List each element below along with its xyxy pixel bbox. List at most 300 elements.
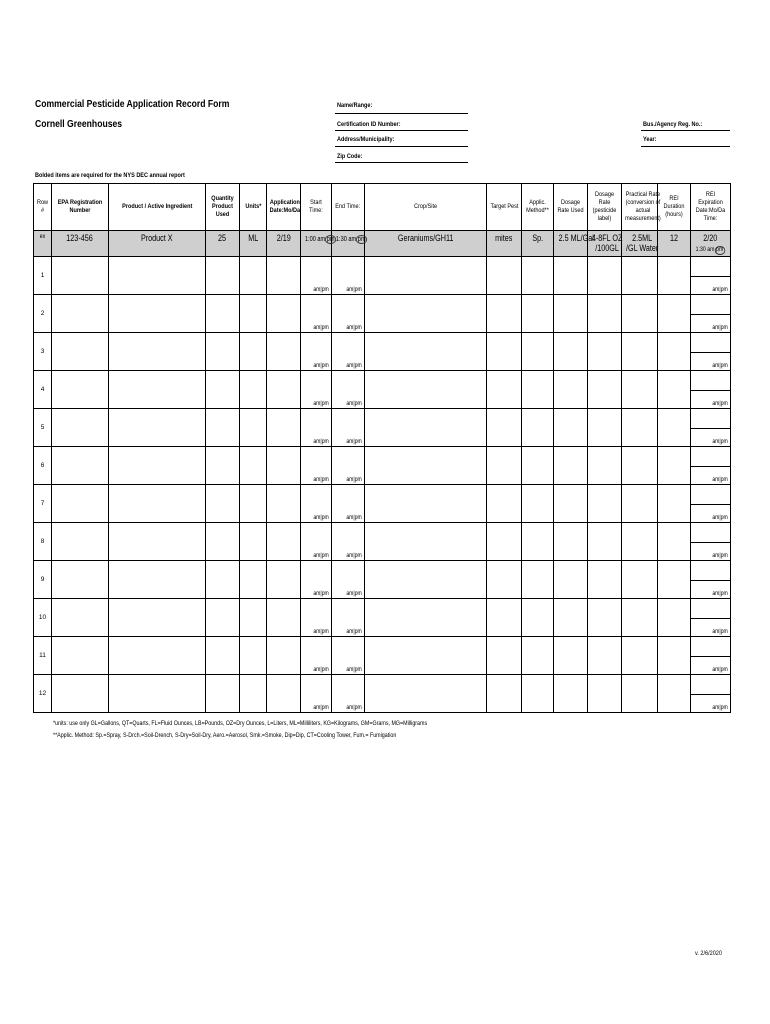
table-cell[interactable]: [588, 295, 622, 333]
table-cell[interactable]: [332, 409, 365, 447]
table-cell[interactable]: [487, 447, 522, 485]
table-cell[interactable]: [588, 371, 622, 409]
table-cell[interactable]: [622, 561, 658, 599]
table-cell[interactable]: [522, 447, 554, 485]
table-cell[interactable]: [588, 637, 622, 675]
table-cell[interactable]: [267, 485, 301, 523]
col-quantity: Quantity Product Used: [206, 184, 240, 231]
table-cell[interactable]: [365, 675, 487, 713]
table-cell[interactable]: [109, 599, 206, 637]
table-cell[interactable]: [240, 447, 267, 485]
am-pm-label: am|pm: [313, 324, 329, 331]
table-cell[interactable]: [267, 257, 301, 295]
table-row: [34, 409, 731, 447]
table-cell[interactable]: [240, 333, 267, 371]
table-cell[interactable]: [691, 637, 731, 675]
table-cell[interactable]: [691, 599, 731, 637]
table-cell[interactable]: [109, 409, 206, 447]
table-cell[interactable]: [691, 675, 731, 713]
table-cell[interactable]: [109, 561, 206, 599]
table-cell[interactable]: [240, 561, 267, 599]
table-cell[interactable]: [109, 257, 206, 295]
table-cell[interactable]: [658, 561, 691, 599]
circled-pm-marker: pm: [716, 246, 724, 254]
table-cell[interactable]: [301, 675, 332, 713]
table-cell[interactable]: [658, 485, 691, 523]
table-cell[interactable]: [554, 485, 588, 523]
example-product: Product X: [109, 231, 206, 257]
table-cell[interactable]: [332, 599, 365, 637]
address-label: Address/Municipality:: [337, 136, 395, 143]
table-cell[interactable]: [52, 409, 109, 447]
table-cell[interactable]: [365, 371, 487, 409]
table-cell[interactable]: [691, 561, 731, 599]
table-cell[interactable]: [301, 637, 332, 675]
am-pm-label: am|pm: [712, 704, 728, 711]
table-cell[interactable]: [588, 675, 622, 713]
table-cell[interactable]: [622, 675, 658, 713]
year-label: Year:: [643, 136, 657, 143]
table-cell[interactable]: [487, 409, 522, 447]
table-cell[interactable]: [588, 523, 622, 561]
example-rei-expiration: 2/20 1:30 am pm: [691, 231, 731, 257]
row-number: 9: [34, 561, 52, 599]
table-cell[interactable]: [658, 371, 691, 409]
zip-code-field[interactable]: [335, 162, 468, 163]
example-row: [34, 231, 731, 257]
table-cell[interactable]: [206, 561, 240, 599]
example-crop: Geraniums/GH11: [365, 231, 487, 257]
row-number: 12: [34, 675, 52, 713]
table-cell[interactable]: [622, 447, 658, 485]
table-cell[interactable]: [267, 333, 301, 371]
year-field[interactable]: [641, 146, 730, 147]
am-pm-label: am|pm: [313, 438, 329, 445]
am-pm-label: am|pm: [712, 286, 728, 293]
table-cell[interactable]: [301, 409, 332, 447]
table-cell[interactable]: [240, 675, 267, 713]
table-cell[interactable]: [240, 523, 267, 561]
am-pm-label: am|pm: [346, 324, 362, 331]
table-cell[interactable]: [206, 599, 240, 637]
form-subtitle: Cornell Greenhouses: [35, 118, 123, 130]
am-pm-label: am|pm: [313, 590, 329, 597]
table-cell[interactable]: [52, 295, 109, 333]
table-cell[interactable]: [301, 561, 332, 599]
table-row: [34, 561, 731, 599]
table-cell[interactable]: [522, 561, 554, 599]
table-cell[interactable]: [332, 333, 365, 371]
cell-divider: [691, 504, 730, 505]
row-number: 4: [34, 371, 52, 409]
circled-pm-marker: pm: [326, 236, 335, 243]
table-cell[interactable]: [52, 371, 109, 409]
table-cell[interactable]: [554, 295, 588, 333]
table-cell[interactable]: [365, 637, 487, 675]
table-cell[interactable]: [622, 371, 658, 409]
cell-divider: [691, 694, 730, 695]
table-cell[interactable]: [52, 599, 109, 637]
am-pm-label: am|pm: [712, 476, 728, 483]
table-cell[interactable]: [301, 485, 332, 523]
table-cell[interactable]: [332, 295, 365, 333]
table-cell[interactable]: [365, 257, 487, 295]
col-epa-registration: EPA Registration Number: [52, 184, 109, 231]
table-cell[interactable]: [522, 637, 554, 675]
example-end-time: 1:30 am pm: [332, 231, 365, 257]
col-target-pest: Target Pest: [487, 184, 522, 231]
am-pm-label: am|pm: [313, 704, 329, 711]
table-cell[interactable]: [691, 371, 731, 409]
row-number: 11: [34, 637, 52, 675]
application-record-table: [33, 183, 731, 713]
table-cell[interactable]: [332, 675, 365, 713]
table-cell[interactable]: [301, 257, 332, 295]
table-cell[interactable]: [240, 257, 267, 295]
table-cell[interactable]: [658, 409, 691, 447]
table-cell[interactable]: [267, 675, 301, 713]
col-application-date: Application Date:Mo/Da: [267, 184, 301, 231]
table-cell[interactable]: [588, 447, 622, 485]
table-cell[interactable]: [240, 599, 267, 637]
table-cell[interactable]: [267, 295, 301, 333]
am-pm-label: am|pm: [346, 552, 362, 559]
table-cell[interactable]: [240, 637, 267, 675]
table-cell[interactable]: [487, 561, 522, 599]
table-cell[interactable]: [267, 561, 301, 599]
table-cell[interactable]: [52, 333, 109, 371]
table-cell[interactable]: [588, 561, 622, 599]
am-pm-label: am|pm: [346, 476, 362, 483]
table-cell[interactable]: [52, 523, 109, 561]
table-cell[interactable]: [52, 257, 109, 295]
table-cell[interactable]: [301, 599, 332, 637]
table-cell[interactable]: [487, 485, 522, 523]
table-cell[interactable]: [691, 257, 731, 295]
table-cell[interactable]: [658, 637, 691, 675]
am-pm-label: am|pm: [346, 704, 362, 711]
header-row: [34, 184, 731, 231]
table-row: [34, 333, 731, 371]
am-pm-label: am|pm: [712, 400, 728, 407]
table-cell[interactable]: [487, 675, 522, 713]
table-cell[interactable]: [109, 447, 206, 485]
table-cell[interactable]: [691, 295, 731, 333]
table-cell[interactable]: [554, 599, 588, 637]
table-cell[interactable]: [522, 333, 554, 371]
am-pm-label: am|pm: [346, 286, 362, 293]
table-cell[interactable]: [301, 333, 332, 371]
table-cell[interactable]: [332, 447, 365, 485]
table-row: [34, 637, 731, 675]
table-cell[interactable]: [365, 409, 487, 447]
table-cell[interactable]: [109, 675, 206, 713]
col-applic-method: Applic. Method**: [522, 184, 554, 231]
table-cell[interactable]: [691, 523, 731, 561]
table-cell[interactable]: [206, 447, 240, 485]
table-cell[interactable]: [267, 447, 301, 485]
table-cell[interactable]: [554, 371, 588, 409]
table-cell[interactable]: [206, 333, 240, 371]
table-cell[interactable]: [267, 371, 301, 409]
table-cell[interactable]: [588, 599, 622, 637]
table-cell[interactable]: [522, 485, 554, 523]
table-cell[interactable]: [206, 295, 240, 333]
table-cell[interactable]: [622, 333, 658, 371]
table-cell[interactable]: [332, 257, 365, 295]
am-pm-label: am|pm: [313, 400, 329, 407]
example-quantity: 25: [206, 231, 240, 257]
am-pm-label: am|pm: [346, 400, 362, 407]
table-cell[interactable]: [588, 485, 622, 523]
table-cell[interactable]: [622, 257, 658, 295]
table-cell[interactable]: [691, 409, 731, 447]
table-cell[interactable]: [522, 371, 554, 409]
table-cell[interactable]: [206, 371, 240, 409]
table-cell[interactable]: [554, 333, 588, 371]
table-cell[interactable]: [622, 599, 658, 637]
table-cell[interactable]: [301, 371, 332, 409]
am-pm-label: am|pm: [346, 362, 362, 369]
bus-agency-reg-label: Bus./Agency Reg. No.:: [643, 121, 703, 128]
table-cell[interactable]: [332, 523, 365, 561]
table-cell[interactable]: [267, 523, 301, 561]
example-start-time: 1:00 am pm: [301, 231, 332, 257]
table-cell[interactable]: [206, 523, 240, 561]
table-cell[interactable]: [588, 333, 622, 371]
table-cell[interactable]: [365, 523, 487, 561]
col-dosage-rate-label: Dosage Rate (pesticide label): [588, 184, 622, 231]
table-cell[interactable]: [365, 485, 487, 523]
table-cell[interactable]: [487, 333, 522, 371]
table-cell[interactable]: [240, 485, 267, 523]
row-number: 7: [34, 485, 52, 523]
methods-footnote: **Applic. Method: Sp.=Spray, S-Drch.=Soil-Drench, S-Dry=Soil-Dry, Aero.=Aerosol, Smk.=Smoke, Dip=Dip, CT=Cooling Tower, Fum.= Fumigation: [53, 732, 397, 739]
am-pm-label: am|pm: [346, 438, 362, 445]
table-cell[interactable]: [554, 561, 588, 599]
table-cell[interactable]: [52, 485, 109, 523]
bus-agency-reg-field[interactable]: [641, 130, 730, 131]
table-cell[interactable]: [588, 257, 622, 295]
cell-divider: [691, 618, 730, 619]
table-row: [34, 295, 731, 333]
am-pm-label: am|pm: [346, 628, 362, 635]
table-cell[interactable]: [365, 295, 487, 333]
am-pm-label: am|pm: [712, 628, 728, 635]
table-cell[interactable]: [206, 409, 240, 447]
table-cell[interactable]: [109, 485, 206, 523]
row-number: 10: [34, 599, 52, 637]
table-cell[interactable]: [622, 637, 658, 675]
example-rei-duration: 12: [658, 231, 691, 257]
table-cell[interactable]: [522, 675, 554, 713]
table-cell[interactable]: [554, 257, 588, 295]
table-cell[interactable]: [522, 295, 554, 333]
cell-divider: [691, 542, 730, 543]
am-pm-label: am|pm: [712, 552, 728, 559]
cell-divider: [691, 466, 730, 467]
table-cell[interactable]: [658, 675, 691, 713]
table-cell[interactable]: [109, 523, 206, 561]
table-cell[interactable]: [554, 409, 588, 447]
am-pm-label: am|pm: [313, 628, 329, 635]
table-cell[interactable]: [52, 561, 109, 599]
table-cell[interactable]: [109, 295, 206, 333]
name-range-field[interactable]: [335, 113, 468, 114]
table-cell[interactable]: [588, 409, 622, 447]
table-row: [34, 485, 731, 523]
table-cell[interactable]: [622, 409, 658, 447]
table-cell[interactable]: [52, 637, 109, 675]
am-pm-label: am|pm: [313, 514, 329, 521]
am-pm-label: am|pm: [346, 514, 362, 521]
table-cell[interactable]: [332, 485, 365, 523]
table-cell[interactable]: [554, 675, 588, 713]
example-app-date: 2/19: [267, 231, 301, 257]
col-units: Units*: [240, 184, 267, 231]
table-cell[interactable]: [522, 599, 554, 637]
row-number: 8: [34, 523, 52, 561]
am-pm-label: am|pm: [313, 552, 329, 559]
table-cell[interactable]: [365, 561, 487, 599]
table-cell[interactable]: [267, 599, 301, 637]
am-pm-label: am|pm: [712, 362, 728, 369]
table-cell[interactable]: [658, 599, 691, 637]
am-pm-label: am|pm: [313, 362, 329, 369]
address-field[interactable]: [335, 146, 468, 147]
am-pm-label: am|pm: [313, 666, 329, 673]
table-cell[interactable]: [658, 257, 691, 295]
table-cell[interactable]: [691, 333, 731, 371]
table-cell[interactable]: [487, 257, 522, 295]
table-cell[interactable]: [522, 409, 554, 447]
table-cell[interactable]: [206, 257, 240, 295]
table-cell[interactable]: [301, 295, 332, 333]
table-cell[interactable]: [52, 447, 109, 485]
cell-divider: [691, 580, 730, 581]
cell-divider: [691, 390, 730, 391]
table-cell[interactable]: [301, 523, 332, 561]
col-crop-site: Crop/Site: [365, 184, 487, 231]
name-range-label: Name/Range:: [337, 102, 373, 109]
am-pm-label: am|pm: [712, 514, 728, 521]
col-rei-duration: REI Duration (hours): [658, 184, 691, 231]
row-number: 6: [34, 447, 52, 485]
table-cell[interactable]: [487, 371, 522, 409]
col-row-number: Row #: [34, 184, 52, 231]
table-cell[interactable]: [332, 637, 365, 675]
table-cell[interactable]: [109, 333, 206, 371]
table-cell[interactable]: [554, 523, 588, 561]
table-cell[interactable]: [554, 447, 588, 485]
cell-divider: [691, 314, 730, 315]
table-cell[interactable]: [658, 523, 691, 561]
example-method: Sp.: [522, 231, 554, 257]
table-cell[interactable]: [487, 523, 522, 561]
cell-divider: [691, 352, 730, 353]
table-row: [34, 675, 731, 713]
cell-divider: [691, 276, 730, 277]
example-epa: 123-456: [52, 231, 109, 257]
example-row-label: ex: [34, 231, 52, 257]
table-cell[interactable]: [240, 409, 267, 447]
row-number: 1: [34, 257, 52, 295]
table-cell[interactable]: [332, 561, 365, 599]
am-pm-label: am|pm: [313, 286, 329, 293]
table-row: [34, 371, 731, 409]
table-row: [34, 257, 731, 295]
col-rei-expiration: REI Expiration Date:Mo/Da Time:: [691, 184, 731, 231]
table-cell[interactable]: [267, 409, 301, 447]
am-pm-label: am|pm: [346, 590, 362, 597]
example-rate-label: 4-8FL OZ /100GL: [588, 231, 622, 257]
zip-code-label: Zip Code:: [337, 153, 363, 160]
table-cell[interactable]: [240, 295, 267, 333]
table-cell[interactable]: [332, 371, 365, 409]
table-cell[interactable]: [365, 599, 487, 637]
table-cell[interactable]: [206, 637, 240, 675]
table-cell[interactable]: [622, 523, 658, 561]
table-cell[interactable]: [691, 485, 731, 523]
table-cell[interactable]: [554, 637, 588, 675]
table-cell[interactable]: [487, 295, 522, 333]
am-pm-label: am|pm: [712, 324, 728, 331]
example-pest: mites: [487, 231, 522, 257]
am-pm-label: am|pm: [712, 438, 728, 445]
table-cell[interactable]: [52, 675, 109, 713]
col-end-time: End Time:: [332, 184, 365, 231]
col-dosage-rate-used: Dosage Rate Used: [554, 184, 588, 231]
table-cell[interactable]: [365, 333, 487, 371]
row-number: 2: [34, 295, 52, 333]
table-cell[interactable]: [658, 447, 691, 485]
row-number: 5: [34, 409, 52, 447]
table-cell[interactable]: [522, 523, 554, 561]
table-cell[interactable]: [658, 295, 691, 333]
row-number: 3: [34, 333, 52, 371]
version-label: v. 2/6/2020: [695, 950, 722, 957]
example-practical-rate: 2.5ML /GL Water: [622, 231, 658, 257]
table-cell[interactable]: [522, 257, 554, 295]
table-cell[interactable]: [109, 371, 206, 409]
table-cell[interactable]: [487, 599, 522, 637]
am-pm-label: am|pm: [346, 666, 362, 673]
am-pm-label: am|pm: [313, 476, 329, 483]
table-row: [34, 447, 731, 485]
table-cell[interactable]: [301, 447, 332, 485]
table-cell[interactable]: [267, 637, 301, 675]
table-cell[interactable]: [365, 447, 487, 485]
cell-divider: [691, 428, 730, 429]
table-row: [34, 523, 731, 561]
col-product: Product / Active Ingredient: [109, 184, 206, 231]
table-cell[interactable]: [487, 637, 522, 675]
form-title: Commercial Pesticide Application Record Form: [35, 98, 230, 110]
cell-divider: [691, 656, 730, 657]
table-cell[interactable]: [622, 295, 658, 333]
table-cell[interactable]: [240, 371, 267, 409]
table-cell[interactable]: [622, 485, 658, 523]
units-footnote: *units: use only GL=Gallons, QT=Quarts, FL=Fluid Ounces, LB=Pounds, OZ=Dry Ounces, L=Liters, ML=Milliliters, KG=Kilograms, GM=Grams, MG=Milligrams: [53, 720, 428, 727]
table-cell[interactable]: [206, 675, 240, 713]
table-cell[interactable]: [691, 447, 731, 485]
table-cell[interactable]: [109, 637, 206, 675]
table-cell[interactable]: [206, 485, 240, 523]
table-row: [34, 599, 731, 637]
certification-id-field[interactable]: [335, 130, 468, 131]
table-cell[interactable]: [658, 333, 691, 371]
am-pm-label: am|pm: [712, 666, 728, 673]
